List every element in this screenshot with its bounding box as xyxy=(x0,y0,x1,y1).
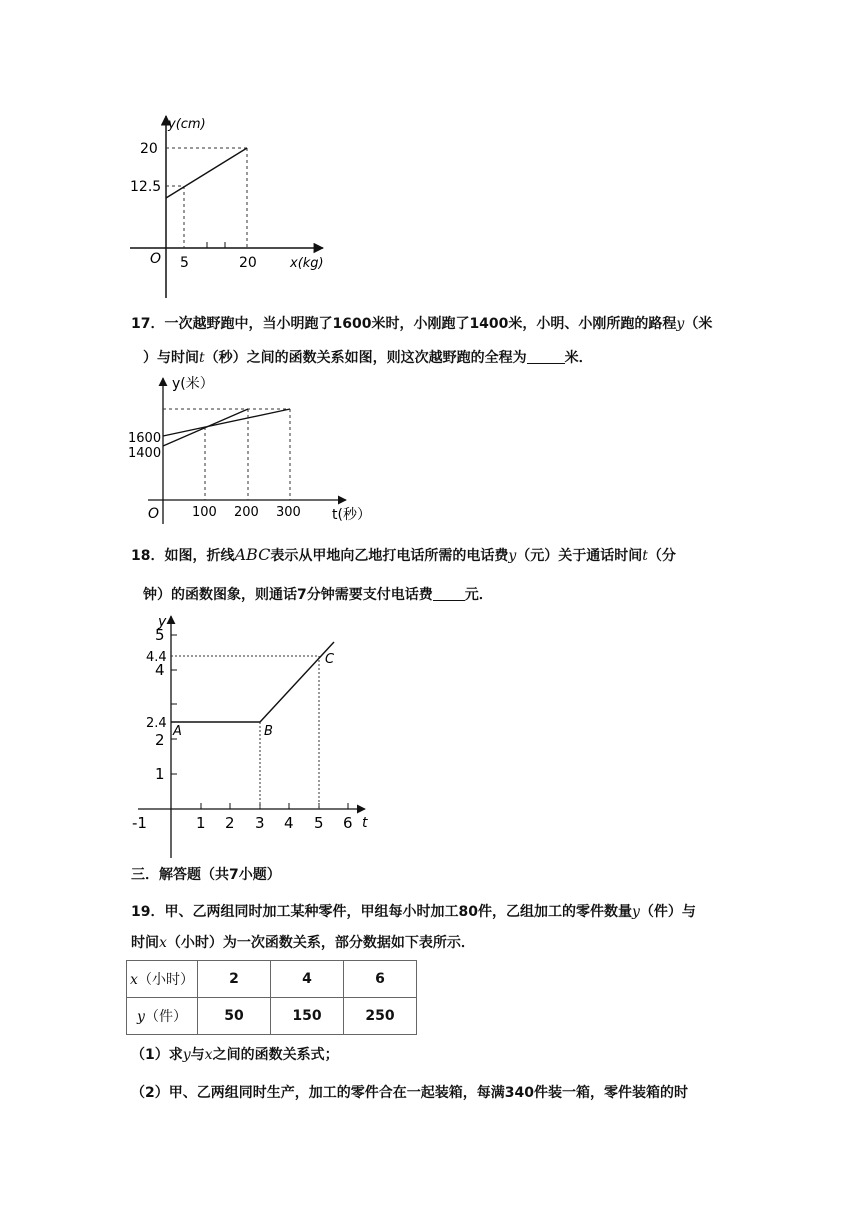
x-tick-label: 20 xyxy=(239,255,257,271)
origin-label: O xyxy=(150,251,162,267)
q19-text: 与 xyxy=(190,1047,205,1063)
graph-17 xyxy=(128,374,373,529)
q18-text: 表示从甲地向乙地打电话所需的电话费 xyxy=(270,548,509,564)
q19-text: （件）与 xyxy=(639,904,696,920)
q18-text: 元． xyxy=(464,587,493,603)
var-y: y xyxy=(676,316,685,332)
row-header xyxy=(127,961,198,998)
q17-line-1 xyxy=(131,314,712,334)
q18-line-2 xyxy=(143,585,493,605)
q18-text: 18．如图，折线 xyxy=(131,548,235,564)
q19-text: 19．甲、乙两组同时加工某种零件，甲组每小时加工80件，乙组加工的零件数量 xyxy=(131,904,632,920)
x-tick-label: 1 xyxy=(196,814,206,832)
graph-18 xyxy=(128,612,378,862)
var-x: x xyxy=(204,1047,213,1063)
y-tick-label: 2.4 xyxy=(146,716,167,731)
x-tick-label: 5 xyxy=(180,255,189,271)
table-cell: 150 xyxy=(271,998,344,1035)
x-tick-label: 3 xyxy=(255,814,265,832)
y-tick-label: 4.4 xyxy=(146,650,167,665)
q18-line-1 xyxy=(131,545,676,566)
q18-text: 钟）的函数图象，则通话7分钟需要支付电话费 xyxy=(143,587,433,603)
table-row xyxy=(127,961,417,998)
var-x: x xyxy=(159,935,167,951)
table-cell: 250 xyxy=(344,998,417,1035)
var-y: y xyxy=(508,548,517,564)
q19-text: 之间的函数关系式； xyxy=(212,1047,339,1063)
q19-text: （小时）为一次函数关系，部分数据如下表所示． xyxy=(166,935,475,951)
y-tick-label: 1400 xyxy=(128,446,162,461)
section-title: 三．解答题（共7小题） xyxy=(131,867,281,883)
y-tick-label: 12.5 xyxy=(130,179,162,195)
data-table xyxy=(126,960,417,1035)
point-label-a: A xyxy=(173,724,182,739)
answer-blank xyxy=(527,349,565,364)
var-y: y xyxy=(137,1009,145,1025)
table-cell: 2 xyxy=(198,961,271,998)
table-cell: 6 xyxy=(344,961,417,998)
q19-text: （1）求 xyxy=(131,1047,183,1063)
var-y: y xyxy=(631,904,640,920)
q17-text: ）与时间 xyxy=(143,350,199,366)
q19-part-2: （2）甲、乙两组同时生产，加工的零件合在一起装箱，每满340件装一箱，零件装箱的时 xyxy=(131,1085,688,1101)
answer-blank xyxy=(433,586,465,601)
q17-text: 17．一次越野跑中，当小明跑了1600米时，小刚跑了1400米，小明、小刚所跑的路程 xyxy=(131,316,677,332)
q19-line-2 xyxy=(131,933,475,953)
y-axis-label: y xyxy=(158,614,167,630)
x-tick-label: 300 xyxy=(276,505,301,520)
x-tick-label: 200 xyxy=(234,505,259,520)
row-header xyxy=(127,998,198,1035)
table-cell: 50 xyxy=(198,998,271,1035)
q19-part-1 xyxy=(131,1045,339,1065)
table-cell: 4 xyxy=(271,961,344,998)
q17-text: （米 xyxy=(684,316,713,332)
x-tick-label: 5 xyxy=(314,814,324,832)
y-axis-label: y(cm) xyxy=(168,117,206,132)
var-y: y xyxy=(182,1047,191,1063)
x-tick-label: 4 xyxy=(284,814,294,832)
point-label-c: C xyxy=(325,652,335,667)
var-x: x xyxy=(130,972,138,988)
unit-label: （件） xyxy=(144,1009,187,1025)
q18-text: （元）关于通话时间 xyxy=(516,548,643,564)
y-tick-label: 1600 xyxy=(128,431,162,446)
y-tick-label: 20 xyxy=(140,141,158,157)
y-tick-label: 2 xyxy=(155,731,165,749)
x-tick-label: 100 xyxy=(192,505,217,520)
line-xiaogang xyxy=(163,409,290,436)
y-tick-label: 4 xyxy=(155,661,165,679)
q17-text: （秒）之间的函数关系如图，则这次越野跑的全程为 xyxy=(204,350,527,366)
x-axis-label: x(kg) xyxy=(290,256,324,271)
origin-label: O xyxy=(148,506,160,522)
unit-label: （小时） xyxy=(137,972,194,988)
point-label-b: B xyxy=(264,724,273,739)
x-tick-label: 2 xyxy=(225,814,235,832)
x-tick-label: 6 xyxy=(343,814,353,832)
q19-line-1 xyxy=(131,902,696,922)
q17-text: 米． xyxy=(564,350,593,366)
var-t: t xyxy=(199,350,205,366)
y-tick-label: 1 xyxy=(155,765,165,783)
x-axis-label: t xyxy=(362,815,368,831)
q17-line-2 xyxy=(143,348,593,368)
function-line xyxy=(166,148,247,198)
polyline-abc xyxy=(171,642,334,722)
y-axis-label: y(米） xyxy=(172,376,214,392)
graph-16 xyxy=(130,110,335,300)
x-tick-label: -1 xyxy=(132,814,147,832)
var-t: t xyxy=(642,548,648,564)
x-axis-label: t(秒） xyxy=(332,507,371,523)
table-row xyxy=(127,998,417,1035)
q18-text: （分 xyxy=(647,548,676,564)
q19-text: 时间 xyxy=(131,935,159,951)
y-tick-label: 5 xyxy=(155,626,165,644)
abc-label: ABC xyxy=(234,545,271,564)
x-ticks xyxy=(201,803,348,809)
